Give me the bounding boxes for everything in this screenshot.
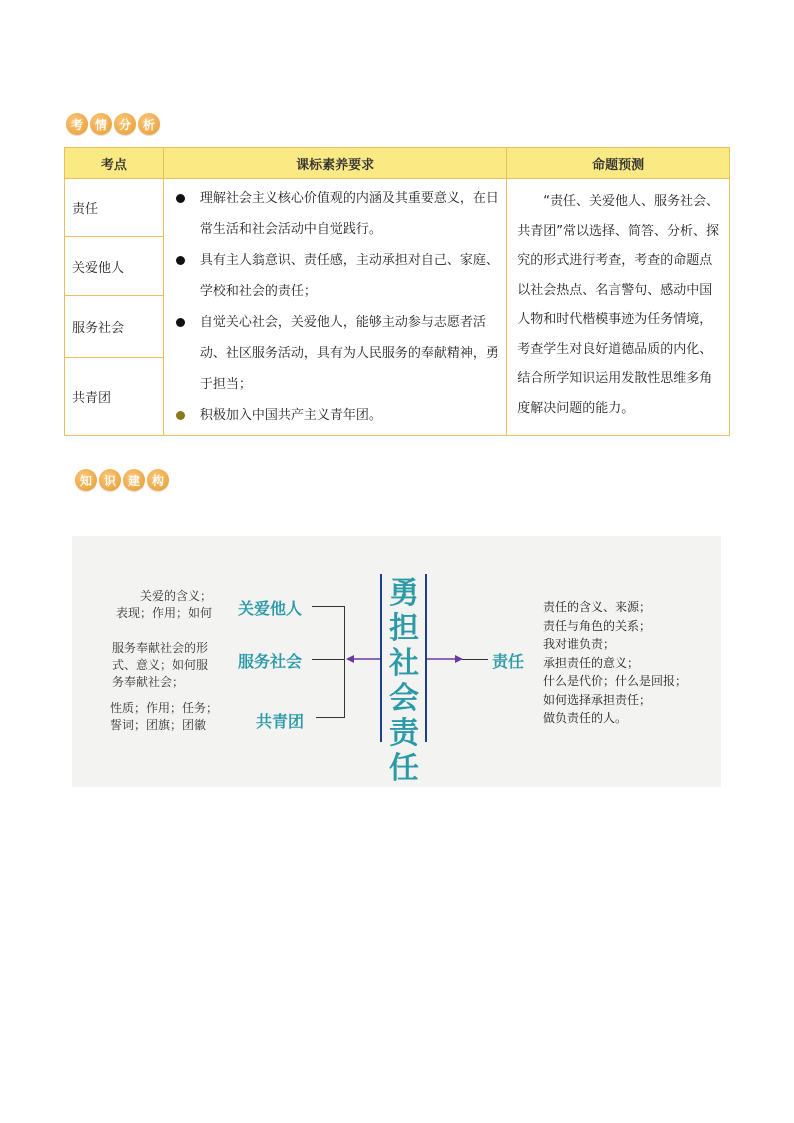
detail-responsibility: 责任的含义、来源； 责任与角色的关系； 我对谁负责； 承担责任的意义； 什么是代价；什么是回报； 如何选择承担责任； 做负责任的人。 bbox=[543, 600, 688, 725]
badge-char: 构 bbox=[147, 469, 169, 491]
connector-line bbox=[462, 659, 488, 660]
requirements-cell bbox=[163, 179, 506, 436]
badge-char: 析 bbox=[138, 113, 160, 135]
knowledge-mindmap bbox=[72, 536, 721, 787]
connector-line bbox=[312, 659, 344, 660]
requirement-item: 理解社会主义核心价值观的内涵及其重要意义，在日常生活和社会活动中自觉践行。 bbox=[170, 183, 500, 245]
header-point: 考点 bbox=[65, 148, 164, 179]
detail-serve-society: 服务奉献社会的形 式、意义；如何服 务奉献社会； bbox=[112, 641, 209, 689]
bullet-icon bbox=[170, 307, 194, 400]
arrow-left-icon bbox=[346, 652, 382, 666]
analysis-table bbox=[64, 147, 730, 436]
header-requirement: 课标素养要求 bbox=[163, 148, 506, 179]
badge-char: 考 bbox=[66, 113, 88, 135]
bullet-icon bbox=[170, 183, 194, 245]
table-row bbox=[65, 179, 730, 237]
connector-line bbox=[312, 606, 344, 607]
mindmap-title: 勇担社会责任 bbox=[389, 576, 419, 786]
badge-char: 分 bbox=[114, 113, 136, 135]
node-serve-society: 服务社会 bbox=[238, 652, 303, 671]
arrow-right-icon bbox=[427, 652, 463, 666]
bracket-line bbox=[344, 606, 345, 718]
detail-youth-league: 性质；作用；任务； 誓词；团旗；团徽 bbox=[110, 701, 219, 732]
connector-line bbox=[316, 717, 344, 718]
node-responsibility: 责任 bbox=[492, 652, 525, 671]
badge-char: 识 bbox=[99, 469, 121, 491]
requirement-item: 积极加入中国共产主义青年团。 bbox=[170, 400, 500, 431]
point-cell: 服务社会 bbox=[65, 296, 164, 358]
point-cell: 责任 bbox=[65, 179, 164, 237]
section-badge-knowledge bbox=[75, 469, 169, 491]
requirement-item: 具有主人翁意识、责任感，主动承担对自己、家庭、学校和社会的责任； bbox=[170, 245, 500, 307]
point-cell: 共青团 bbox=[65, 358, 164, 436]
prediction-cell: “责任、关爱他人、服务社会、共青团”常以选择、简答、分析、探究的形式进行考查，考查的命题点以社会热点、名言警句、感动中国人物和时代楷模事迹为任务情境，考查学生对良好道德品质的内化、结合所学知识运用发散性思维多角度解决问题的能力。 bbox=[507, 179, 730, 436]
badge-char: 建 bbox=[123, 469, 145, 491]
point-cell: 关爱他人 bbox=[65, 237, 164, 296]
header-prediction: 命题预测 bbox=[507, 148, 730, 179]
bullet-icon bbox=[170, 245, 194, 307]
requirement-item: 自觉关心社会，关爱他人，能够主动参与志愿者活动、社区服务活动，具有为人民服务的奉献精神，勇于担当； bbox=[170, 307, 500, 400]
section-badge-analysis bbox=[66, 113, 160, 135]
bullet-icon bbox=[170, 400, 194, 431]
node-care-others: 关爱他人 bbox=[238, 599, 303, 618]
table-header-row bbox=[65, 148, 730, 179]
detail-care-others: 关爱的含义； 表现；作用；如何 bbox=[116, 589, 213, 620]
badge-char: 知 bbox=[75, 469, 97, 491]
badge-char: 情 bbox=[90, 113, 112, 135]
node-youth-league: 共青团 bbox=[256, 712, 305, 731]
